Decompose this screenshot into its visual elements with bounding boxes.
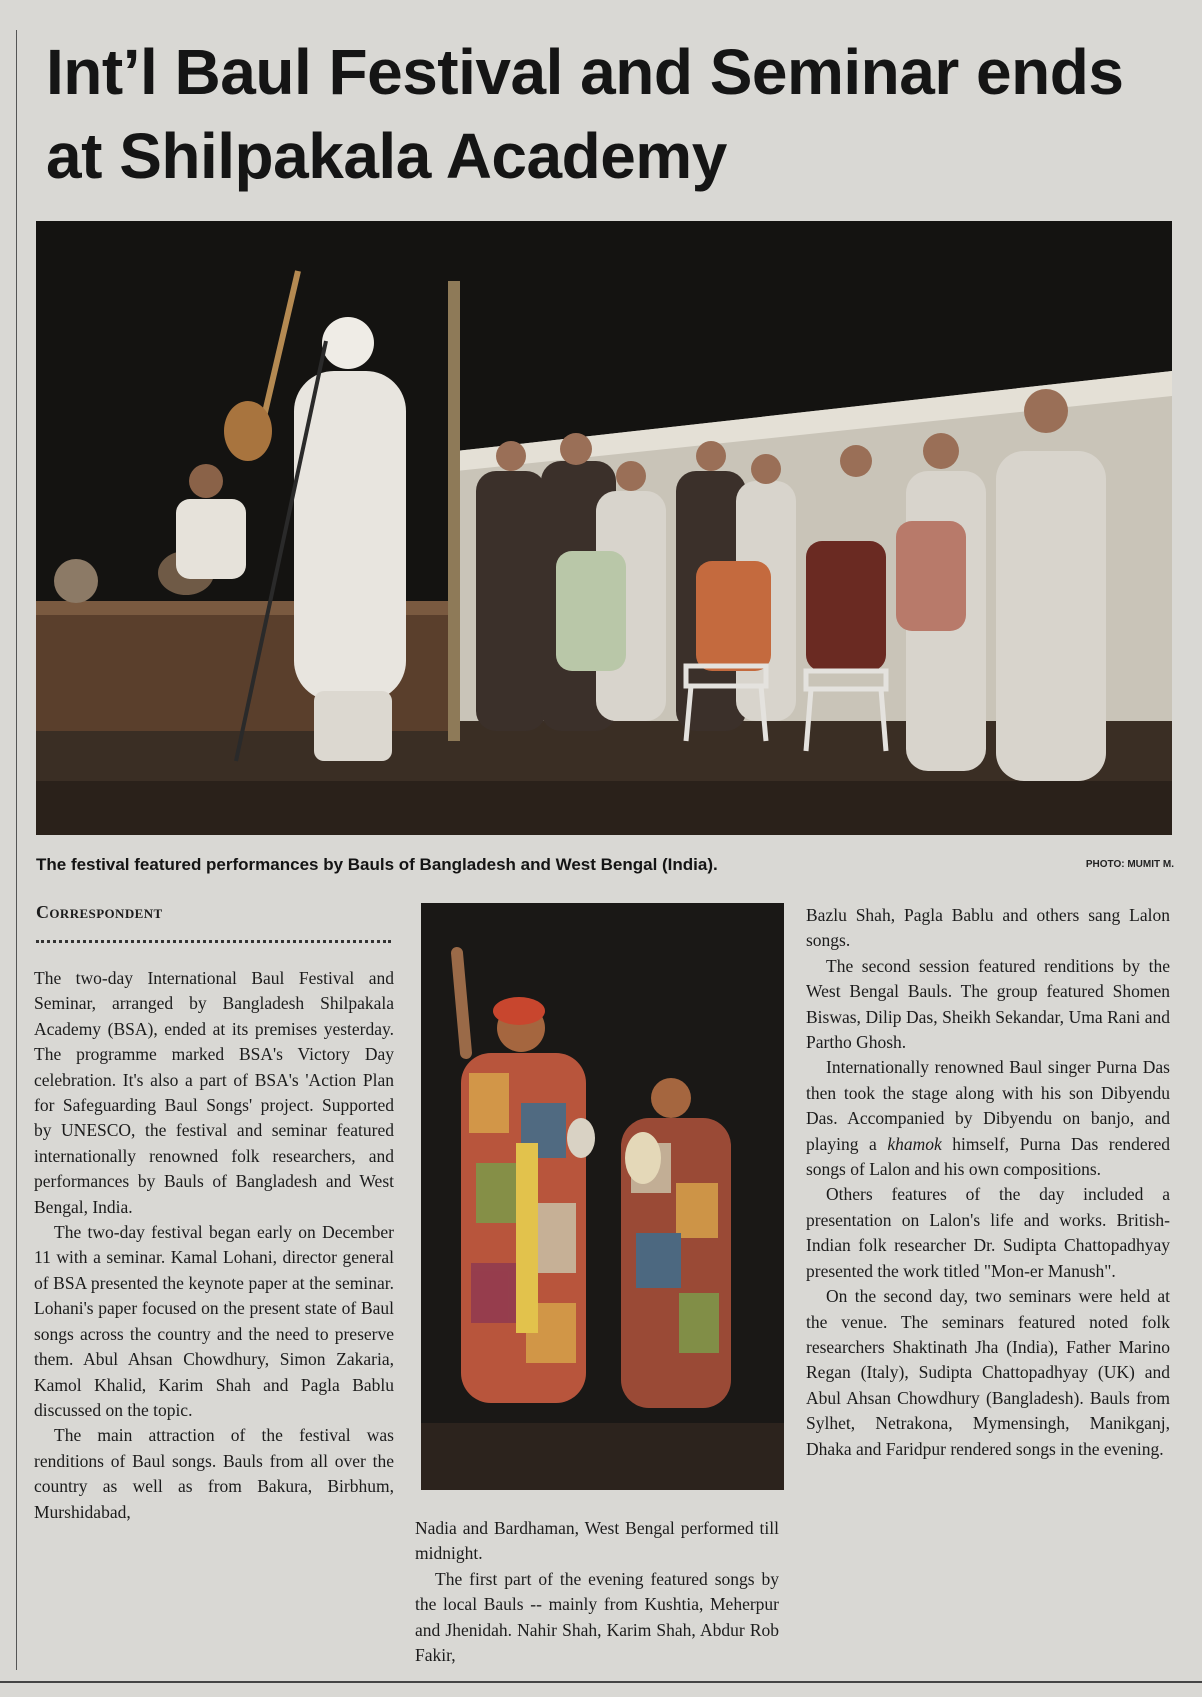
stage-photo <box>36 221 1172 835</box>
text-run: Internationally renowned Baul singer Purna Das then took the stage along with his son Dibyendu Das. Accompanied by Dibyendu on banjo, and playing a <box>806 1057 1170 1154</box>
byline: Correspondent <box>36 902 163 922</box>
paragraph: On the second day, two seminars were held at the venue. The seminars featured noted folk researchers Shaktinath Jha (India), Father Marino Regan (Italy), Sudipta Chattopadhyay (UK) and Abul Ahsan Chowdhury (Bangladesh). Bauls from Sylhet, Netrakona, Mymensingh, Manikganj, Dhaka and Faridpur rendered songs in the evening. <box>806 1286 1170 1459</box>
baul-performers-drawing <box>421 903 784 1490</box>
stage-photo-drawing <box>36 221 1172 835</box>
page-bottom-rule <box>0 1681 1202 1683</box>
paragraph: The two-day International Baul Festival and Seminar, arranged by Bangladesh Shilpakala Academy (BSA), ended at its premises yesterday. The programme marked BSA's Victory Day celebration. It's also a part of BSA's 'Action Plan for Safeguarding Baul Songs' project. Supported by UNESCO, the festival and seminar featured internationally renowned folk researchers, and performances by Bauls of Bangladesh and West Bengal, India. <box>34 968 394 1217</box>
article-column-2 <box>415 1516 779 1668</box>
text-run: himself, Purna Das rendered songs of Lalon and his own compositions. <box>806 1133 1170 1180</box>
paragraph <box>806 1055 1170 1182</box>
photo-credit: PHOTO: MUMIT M. <box>1085 859 1174 870</box>
paragraph: The two-day festival began early on December 11 with a seminar. Kamal Lohani, director general of BSA presented the keynote paper at the seminar. Lohani's paper focused on the present state of Baul songs across the country and the need to preserve them. Abul Ahsan Chowdhury, Simon Zakaria, Kamol Khalid, Karim Shah and Pagla Bablu discussed on the topic. <box>34 1222 394 1420</box>
article-column-3 <box>806 903 1170 1462</box>
byline-divider <box>36 940 391 943</box>
paragraph: Nadia and Bardhaman, West Bengal performed till midnight. <box>415 1518 779 1564</box>
baul-performers-photo <box>421 903 784 1490</box>
left-column-rule <box>16 30 17 1670</box>
headline: Int’l Baul Festival and Seminar ends at Shilpakala Academy <box>46 36 1124 192</box>
paragraph: The main attraction of the festival was renditions of Baul songs. Bauls from all over the country as well as from Bakura, Birbhum, Murshidabad, <box>34 1425 394 1522</box>
article-column-1 <box>34 966 394 1525</box>
photo-caption: The festival featured performances by Bauls of Bangladesh and West Bengal (India). <box>36 855 718 874</box>
paragraph: The first part of the evening featured songs by the local Bauls -- mainly from Kushtia, Meherpur and Jhenidah. Nahir Shah, Karim Shah, Abdur Rob Fakir, <box>415 1568 779 1666</box>
paragraph: Others features of the day included a presentation on Lalon's life and works. British-Indian folk researcher Dr. Sudipta Chattopadhyay presented the work titled "Mon-er Manush". <box>806 1184 1170 1281</box>
emphasis-word: khamok <box>887 1133 942 1154</box>
paragraph: The second session featured renditions by the West Bengal Bauls. The group featured Shomen Biswas, Dilip Das, Sheikh Sekandar, Uma Rani and Partho Ghosh. <box>806 955 1170 1053</box>
paragraph: Bazlu Shah, Pagla Bablu and others sang Lalon songs. <box>806 905 1170 951</box>
